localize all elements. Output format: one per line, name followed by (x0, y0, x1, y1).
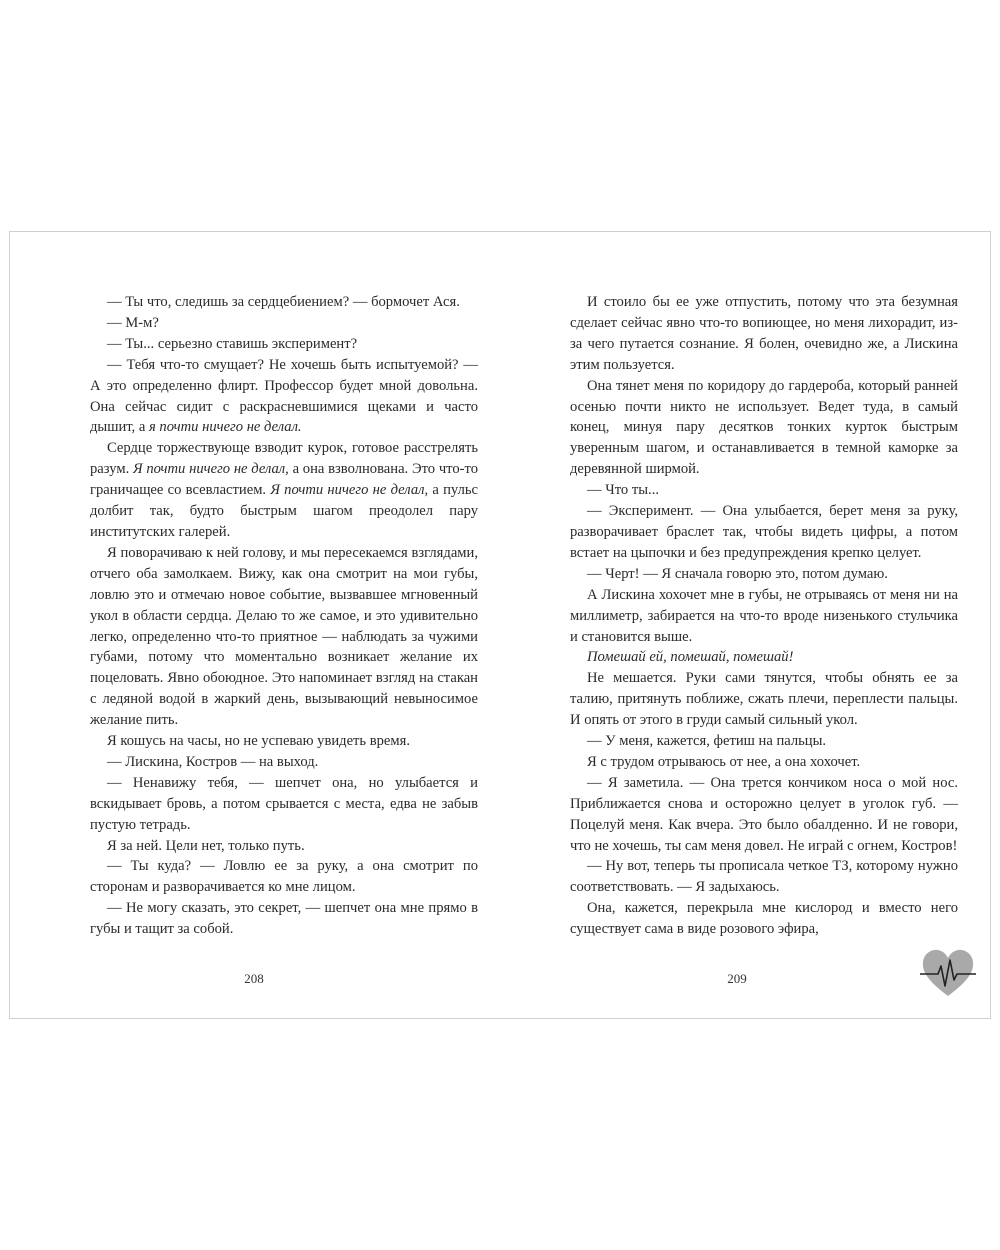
paragraph-with-italic (90, 438, 478, 543)
italic-phrase: Я почти ничего не делал (270, 482, 425, 499)
italic-phrase: я почти ничего не делал. (148, 419, 302, 436)
paragraph: — Ты... серьезно ставишь эксперимент? (107, 335, 358, 352)
paragraph: — Лискина, Костров — на выход. (107, 753, 319, 770)
paragraph: — Что ты... (587, 482, 659, 499)
paragraph: И стоило бы ее уже отпустить, потому что эта безумная сделает сейчас явно что-то вопиющее, но меня лихорадит, из-за чего путается сознание. Я болен, очевидно же, а Лискина этим пользуется. (570, 294, 958, 373)
page-number-right: 209 (727, 971, 747, 986)
paragraph: Не мешается. Руки сами тянутся, чтобы обнять ее за талию, притянуть поближе, сжать плечи, переплести пальцы. И опять от этого в груди самый сильный укол. (570, 670, 958, 729)
paragraph: — М-м? (107, 314, 159, 331)
paragraph: — Эксперимент. — Она улыбается, берет меня за руку, разворачивает браслет так, чтобы видеть цифры, а потом встает на цыпочки и без предупреждения крепко целует. (570, 503, 958, 561)
paragraph-text: Сердце торжествующе взводит курок, готовое расстрелять разум. (90, 440, 478, 478)
book-spread (9, 231, 991, 1019)
paragraph: — Ненавижу тебя, — шепчет она, но улыбается и вскидывает бровь, а потом срывается с места, едва не забыв пустую тетрадь. (90, 774, 478, 833)
page-number-left: 208 (244, 971, 264, 986)
paragraph: — Не могу сказать, это секрет, — шепчет она мне прямо в губы и тащит за собой. (90, 900, 478, 938)
right-page-text (570, 292, 958, 940)
paragraph-text: , а она взволнована. Это что-то граничащее со всевластием. (90, 461, 478, 499)
paragraph-italic (570, 647, 958, 668)
paragraph: Я за ней. Цели нет, только путь. (107, 837, 305, 854)
paragraph: Я поворачиваю к ней голову, и мы пересекаемся взглядами, отчего оба замолкаем. Вижу, как она смотрит на мои губы, ловлю это и отмечаю новое событие, вызвавшее мгновенный укол в области сердца. Делаю то же самое, и это удивительно легко, определенно что-то приятное — наблюдать за чужими губами, потому что моментально возникает желание их поцеловать. Явно обоюдное. Это напоминает взгляд на стакан с ледяной водой в жаркий день, вызывающий невыносимое желание пить. (90, 544, 478, 729)
paragraph: Она, кажется, перекрыла мне кислород и вместо него существует сама в виде розового эфира, (570, 900, 958, 938)
paragraph-text: , а пульс долбит так, будто быстрым шагом преодолел пару институтских галерей. (90, 482, 478, 540)
paragraph: А Лискина хохочет мне в губы, не отрываясь от меня ни на миллиметр, забирается на что-то вроде низенького стульчика и становится выше. (570, 586, 958, 645)
paragraph: Я кошусь на часы, но не успеваю увидеть время. (107, 733, 410, 750)
paragraph: Она тянет меня по коридору до гардероба, который ранней осенью почти никто не использует. Ведет туда, в самый конец, минуя пару десятков тонких курток быстрым уверенным шагом, и останавливается в темной каморке за деревянной ширмой. (570, 377, 958, 478)
paragraph-text: — Тебя что-то смущает? Не хочешь быть испытуемой? — А это определенно флирт. Профессор будет мной довольна. Она сейчас сидит с раскрасневшимися щеками и часто дышит, а (90, 356, 478, 436)
paragraph: Я с трудом отрываюсь от нее, а она хохочет. (587, 753, 861, 770)
paragraph-with-italic (90, 355, 478, 439)
paragraph: — Ну вот, теперь ты прописала четкое ТЗ, которому нужно соответствовать. — Я задыхаюсь. (570, 858, 958, 896)
paragraph: — Ты что, следишь за сердцебиением? — бормочет Ася. (107, 294, 460, 310)
paragraph: — Черт! — Я сначала говорю это, потом думаю. (587, 565, 888, 582)
paragraph: — У меня, кажется, фетиш на пальцы. (587, 733, 827, 750)
left-page-text (90, 292, 478, 940)
paragraph: — Ты куда? — Ловлю ее за руку, а она смотрит по сторонам и разворачивается ко мне лицом. (90, 858, 478, 896)
heart-pulse-icon (920, 946, 976, 1002)
italic-phrase: Помешай ей, помешай, помешай! (587, 649, 794, 666)
italic-phrase: Я почти ничего не делал (132, 461, 286, 478)
paragraph: — Я заметила. — Она трется кончиком носа о мой нос. Приближается снова и осторожно целует в уголок губ. — Поцелуй меня. Как вчера. Это было обалденно. И не говори, что не хочешь, ты сам меня довел. Не играй с огнем, Костров! (570, 774, 958, 854)
